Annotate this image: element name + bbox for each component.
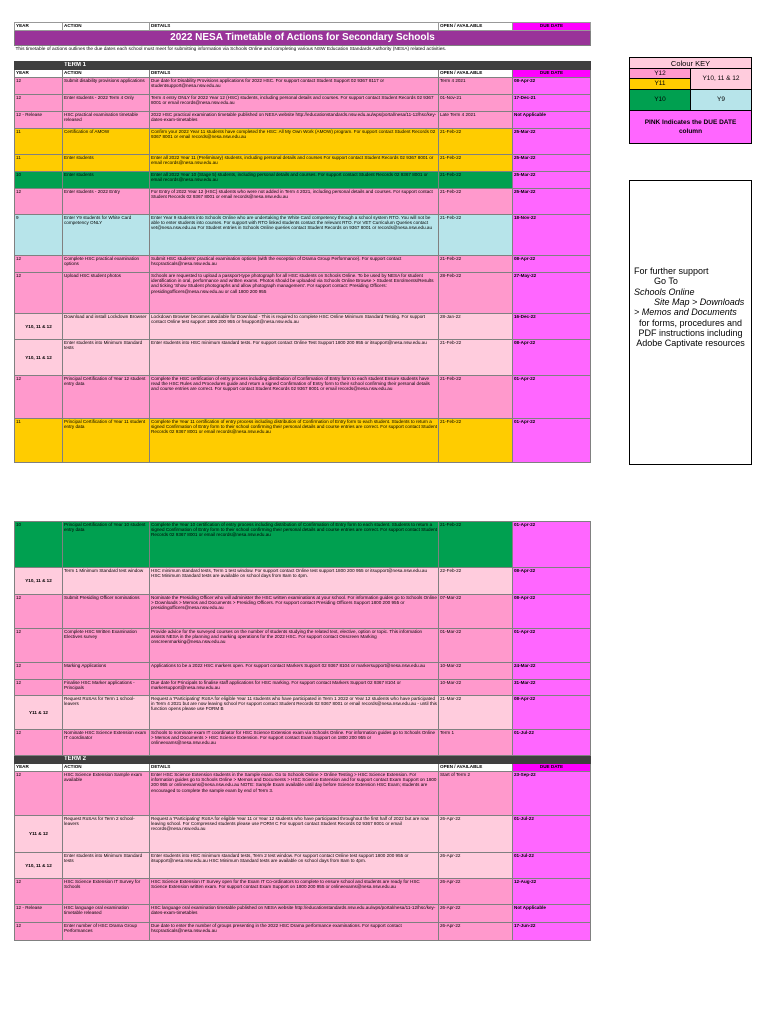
row-details: 2022 HSC practical examination timetable published on NESA website http://educationstandards.nsw.edu.au/wps/portal/nesa/11-12/hsc/key-dates-exam-timetables (150, 112, 439, 129)
row-due: 08-Apr-22 (513, 78, 591, 95)
row-details: HSC Science Extension IT Survey open for the Exam IT Co-ordinators to complete to ensure school and students are ready for HSC Science Extension written exam. For support contact Exam Support on 1800 200 955 or onlineexams@nesa.nsw.edu.au (150, 879, 439, 905)
row-action: Request RoSAs for Term 2 school-leavers (63, 816, 150, 853)
support-line-5: > Memos and Documents (634, 307, 737, 318)
support-line-1: For further support (634, 266, 709, 276)
row-year: 12 (15, 273, 63, 314)
table-row (15, 816, 591, 853)
table-row (15, 95, 591, 112)
row-open: 26-Apr-22 (439, 853, 513, 879)
table-row (15, 112, 591, 129)
row-due: 08-Apr-22 (513, 568, 591, 595)
row-details: Lockdown Browser becomes available for Download - This is required to complete HSC Online Minimum Standard Testing. For support contact Online test support 1800 200 955 or hsupport@nesa.nsw.edu.au (150, 314, 439, 340)
term2-header-row (15, 764, 591, 772)
page-title: 2022 NESA Timetable of Actions for Secondary Schools (15, 31, 591, 46)
row-due: 01-Jul-22 (513, 853, 591, 879)
key-y9: Y9 (691, 90, 751, 110)
row-due: 25-Mar-22 (513, 155, 591, 172)
row-open: 21-Feb-22 (439, 189, 513, 215)
row-due: 01-Apr-22 (513, 419, 591, 463)
row-year: Y11 & 12 (15, 696, 63, 730)
table-row (15, 522, 591, 568)
row-action: Complete HSC Written Examination Electives survey (63, 629, 150, 663)
header-action: ACTION (63, 764, 150, 772)
key-pink-note: PINK Indicates the DUE DATE column (630, 111, 751, 143)
header-details: DETAILS (150, 70, 439, 78)
row-open: 01-Nov-21 (439, 95, 513, 112)
row-year: 10 (15, 172, 63, 189)
colour-key-title: Colour KEY (630, 58, 751, 69)
table-row (15, 772, 591, 816)
row-details: Applications to be a 2022 HSC markers open. For support contact Markers Support 02 9367 8104 or markersupport@nesa.nsw.edu.au (150, 663, 439, 680)
row-open: 21-Feb-22 (439, 256, 513, 273)
table-row (15, 376, 591, 419)
header-open: OPEN / AVAILABLE (439, 23, 513, 31)
header-action: ACTION (63, 23, 150, 31)
row-due: 25-Mar-22 (513, 129, 591, 155)
table-row (15, 595, 591, 629)
row-open: 21-Feb-22 (439, 376, 513, 419)
row-details: Nominate the Presiding Officer who will administer the HSC written examinations at your school. For information guides go to Schools Online > Downloads > Memos and Documents > Presiding Officers. For support contact Presiding Officers Support 1800 200 955 or presidingofficers@nesa.nsw.edu.au (150, 595, 439, 629)
row-year: 12 (15, 189, 63, 215)
support-box (629, 180, 752, 465)
row-year: 12 (15, 772, 63, 816)
header-year: YEAR (15, 23, 63, 31)
row-due: 08-Apr-22 (513, 256, 591, 273)
row-open: Start of Term 2 (439, 772, 513, 816)
row-open: 21-Feb-22 (439, 340, 513, 376)
column-header-row (15, 23, 591, 31)
row-action: Enter Y9 students for White Card competency ONLY (63, 215, 150, 256)
support-line-2: Go To (654, 276, 678, 287)
row-due: 08-Apr-22 (513, 696, 591, 730)
row-due: Not Applicable (513, 112, 591, 129)
term2-bar (15, 756, 591, 764)
row-open: 07-Mar-22 (439, 595, 513, 629)
table-row (15, 215, 591, 256)
row-details: Request a 'Participating' RoSA for eligible Year 11 or Year 12 students who have participated throughout the first half of 2022 but are now leaving school. For Compressed students please use FORM C For support contact Student Records 02 9367 8001 or email records@nesa.nsw.edu.au (150, 816, 439, 853)
row-year: 12 (15, 663, 63, 680)
row-details: Complete the HSC certification of entry process including distribution of Confirmation of Entry form to each student Ensure students have read the HSC Rules and Procedures guide and return a signed Confirmation of Entry form to their school confirming their personal details and course entries are correct. For support contact Student Records 02 9367 8001 or email records@nesa.nsw.edu.au (150, 376, 439, 419)
row-open: 10-Mar-22 (439, 680, 513, 696)
row-open: 21-Feb-22 (439, 419, 513, 463)
row-action: Enter number of HSC Drama Group Performances (63, 923, 150, 941)
row-due: 23-Sep-22 (513, 772, 591, 816)
row-year: 12 (15, 256, 63, 273)
key-y12: Y12 (630, 69, 690, 79)
row-year: 10 (15, 522, 63, 568)
header-due: DUE DATE (513, 70, 591, 78)
page-break-gap (14, 463, 590, 521)
row-year: 12 (15, 95, 63, 112)
row-action: Enter students into Minimum Standard tests (63, 853, 150, 879)
row-due: 01-Apr-22 (513, 522, 591, 568)
row-open: 26-Apr-22 (439, 923, 513, 941)
row-due: 17-Dec-21 (513, 95, 591, 112)
row-year: 12 - Release (15, 112, 63, 129)
timetable-table-top (14, 22, 591, 463)
header-due: DUE DATE (513, 23, 591, 31)
row-action: Download and install Lockdown Browser (63, 314, 150, 340)
row-details: Enter all 2022 Year 11 (Preliminary) students, including personal details and courses For support contact Student Records 02 9367 8001 or email records@nesa.nsw.edu.au (150, 155, 439, 172)
row-action: Enter students - 2022 Term 4 Only (63, 95, 150, 112)
table-row (15, 314, 591, 340)
row-details: Schools to nominate exam IT coordinator for HSC Science Extension exam via Schools Online. For information guides go to Schools Online > Memos and Documents > HSC Science Extension. For support contact Exam Support on 1800 200 955 or onlineexams@nesa.nsw.edu.au (150, 730, 439, 756)
row-due: 12-Aug-22 (513, 879, 591, 905)
row-year: Y10, 11 & 12 (15, 340, 63, 376)
row-details: Complete the Year 11 certification of entry process including distribution of Confirmation of Entry form to each student. Students to return a signed Confirmation of Entry form to their school confirming their personal details and course entries are correct. For support contact Student Records 02 9367 8001 or email records@nesa.nsw.edu.au (150, 419, 439, 463)
row-open: 21-Feb-22 (439, 129, 513, 155)
row-due: Not Applicable (513, 905, 591, 923)
row-action: Principal Certification of Year 11 student entry data (63, 419, 150, 463)
row-open: 22-Feb-22 (439, 568, 513, 595)
table-row (15, 663, 591, 680)
title-row (15, 31, 591, 46)
row-open: 26-Apr-22 (439, 905, 513, 923)
row-year: 11 (15, 155, 63, 172)
row-details: Submit HSC students' practical examination options (with the exception of Drama Group Performance). For support contact hscpracticals@nesa.nsw.edu.au (150, 256, 439, 273)
row-details: Due date for Disability Provisions applications for 2022 HSC. For support contact Student Support 02 9367 8117 or studentsupport@nesa.nsw.edu.au (150, 78, 439, 95)
row-action: Certification of AMOW (63, 129, 150, 155)
row-open: 28-Feb-22 (439, 273, 513, 314)
table-row (15, 680, 591, 696)
row-action: Term 1 Minimum Standard test window (63, 568, 150, 595)
row-action: Principal Certification of Year 10 student entry data (63, 522, 150, 568)
header-year: YEAR (15, 764, 63, 772)
header-open: OPEN / AVAILABLE (439, 764, 513, 772)
row-details: Request a 'Participating' RoSA for eligible Year 11 students who have participated in Term 1 2022 or Year 12 students who have participated in Term 4 2021 but are now leaving school For support contact Student Records 02 9367 8001 or email records@nesa.nsw.edu.au - until this function opens please use FORM B (150, 696, 439, 730)
row-year: 12 (15, 730, 63, 756)
row-due: 01-Jul-22 (513, 816, 591, 853)
row-details: HSC language oral examination timetable published on NESA website http://educationstandards.nsw.edu.au/wps/portal/nesa/11-12/hsc/key-dates-exam-timetables (150, 905, 439, 923)
timetable-sheet (14, 22, 590, 941)
table-row (15, 419, 591, 463)
row-details: For Entry of 2022 Year 12 (HSC) students who were not added in Term 4 2021, including personal details and courses. For support contact Student Records 02 9367 8001 or email records@nesa.nsw.edu.au (150, 189, 439, 215)
table-row (15, 730, 591, 756)
row-open: Term 4 2021 (439, 78, 513, 95)
colour-key (629, 57, 752, 144)
row-action: Nominate HSC Science Extension exam IT coordinator (63, 730, 150, 756)
table-row (15, 923, 591, 941)
row-details: Provide advice for the surveyed courses on the number of students studying the related text, elective, option or topic. This information assists NESA in the planning and marking operations for the 2022 HSC. For support contact Onscreen Marking onscreenmarking@nesa.nsw.edu.au (150, 629, 439, 663)
row-open: 21-Feb-22 (439, 215, 513, 256)
row-action: HSC language oral examination timetable released (63, 905, 150, 923)
table-row (15, 172, 591, 189)
row-open: 26-Apr-22 (439, 816, 513, 853)
row-details: Term 4 entry ONLY for 2022 Year 12 (HSC) students, including personal details and courses. For support contact Student Records 02 9367 8001 or email records@nesa.nsw.edu.au (150, 95, 439, 112)
row-year: 12 (15, 680, 63, 696)
row-year: Y10, 11 & 12 (15, 314, 63, 340)
row-year: 12 (15, 629, 63, 663)
row-details: HSC minimum standard tests, Term 1 test window. For support contact Online test support 1800 200 955 or itsupport@nesa.nsw.edu.au HSC Minimum Standard tests are available on school days from 8am to 4pm. (150, 568, 439, 595)
term1-bar (15, 62, 591, 70)
row-year: Y10, 11 & 12 (15, 853, 63, 879)
table-row (15, 155, 591, 172)
row-details: Enter Year 9 students into Schools Online who are undertaking the White Card competency through a school system RTO. You will not be able to enter students into courses. For support with RTO linked students contact the relevant RTO. For VET Curriculum Queries contact vet@nesa.nsw.edu.au For Student entries in Schools Online queries contact Student Records on 9367 8001 or records@nesa.nsw.edu.au (150, 215, 439, 256)
row-year: 12 (15, 595, 63, 629)
row-open: 01-Mar-22 (439, 629, 513, 663)
header-action: ACTION (63, 70, 150, 78)
row-details: Due date for Principals to finalise staff applications for HSC marking. For support contact Markers Support 02 9367 8104 or markersupport@nesa.nsw.edu.au (150, 680, 439, 696)
row-year: 12 (15, 879, 63, 905)
table-row (15, 853, 591, 879)
row-action: Upload HSC student photos (63, 273, 150, 314)
header-due: DUE DATE (513, 764, 591, 772)
header-open: OPEN / AVAILABLE (439, 70, 513, 78)
header-details: DETAILS (150, 23, 439, 31)
row-year: 11 (15, 129, 63, 155)
table-row (15, 273, 591, 314)
support-line-4: Site Map > Downloads (654, 297, 745, 308)
row-details: Confirm your 2022 Year 11 students have completed the HSC: All My Own Work (AMOW) program. For support contact Student Records 02 9367 8001 or email records@nesa.nsw.edu.au (150, 129, 439, 155)
row-year: 12 (15, 78, 63, 95)
table-row (15, 905, 591, 923)
row-due: 25-Mar-22 (513, 172, 591, 189)
row-action: Enter students into Minimum Standard tests (63, 340, 150, 376)
row-due: 01-Apr-22 (513, 629, 591, 663)
intro-row (15, 46, 591, 62)
term2-label: TERM 2 (63, 756, 591, 764)
row-due: 01-Jul-22 (513, 730, 591, 756)
row-due: 08-Apr-22 (513, 595, 591, 629)
row-details: Enter HSC Science Extension students in the Sample exam. Go to Schools Online > Online Testing > HSC Science Extension. For information guides go to Schools Online > Memos and Documents > HSC Science Extension and for support contact Exam Support on 1800 200 955 or onlineexams@nesa.nsw.edu.au NOTE: Sample Exam available until day before Science Extension HSC Exam; students are encouraged to complete the sample exam by end of Term 3. (150, 772, 439, 816)
row-open: Late Term 4 2021 (439, 112, 513, 129)
row-action: Finalise HSC Marker applications - Principals (63, 680, 150, 696)
row-open: 21-Feb-22 (439, 155, 513, 172)
header-year: YEAR (15, 70, 63, 78)
row-action: Principal Certification of Year 12 student entry data (63, 376, 150, 419)
row-open: 28-Jan-22 (439, 314, 513, 340)
row-open: Term 1 (439, 730, 513, 756)
row-year: 12 (15, 923, 63, 941)
table-row (15, 568, 591, 595)
intro-text: This timetable of actions outlines the due dates each school must meet for submitting information via Schools Online and completing various NSW Education Standards Authority (NESA) related activities. (15, 47, 447, 52)
row-action: Enter students (63, 172, 150, 189)
row-action: HSC Science Extension IT Survey for Schools (63, 879, 150, 905)
row-details: Due date to enter the number of groups presenting in the 2022 HSC Drama performance examinations. For support contact hscpracticals@nesa.nsw.edu.au (150, 923, 439, 941)
row-open: 21-Mar-22 (439, 696, 513, 730)
row-year: 12 - Release (15, 905, 63, 923)
support-line-3: Schools Online (634, 286, 695, 297)
row-action: HSC Science Extension Sample exam available (63, 772, 150, 816)
row-action: HSC practical examination timetable released (63, 112, 150, 129)
row-action: Enter students (63, 155, 150, 172)
row-open: 21-Feb-22 (439, 172, 513, 189)
row-open: 26-Apr-22 (439, 879, 513, 905)
table-row (15, 629, 591, 663)
row-action: Submit Presiding Officer nominations (63, 595, 150, 629)
term1-header-row (15, 70, 591, 78)
row-due: 24-Mar-22 (513, 663, 591, 680)
row-details: Schools are requested to upload a passport-type photograph for all HSC students on Schools Online. To be used by NESA for student identification in oral, performance and written exams. Photos should be uploaded via Schools Online Browse > Student Enrolments/Results and ticking 'Show Student photographs and allow photograph management'. For support contact: Presiding Officers: presidingofficers@nesa.nsw.edu.au or call 1800 200 955 (150, 273, 439, 314)
table-row (15, 696, 591, 730)
row-action: Submit disability provisions applications (63, 78, 150, 95)
header-details: DETAILS (150, 764, 439, 772)
row-details: Enter students into HSC minimum standard tests. For support contact Online Test Support 1800 200 955 or itsupport@nesa.nsw.edu.au (150, 340, 439, 376)
row-action: Marking Applications (63, 663, 150, 680)
row-action: Complete HSC practical examination options (63, 256, 150, 273)
row-due: 25-Mar-22 (513, 189, 591, 215)
table-row (15, 256, 591, 273)
term1-label: TERM 1 (63, 62, 591, 70)
row-year: Y10, 11 & 12 (15, 568, 63, 595)
row-due: 16-Dec-22 (513, 314, 591, 340)
row-year: 9 (15, 215, 63, 256)
row-year: 11 (15, 419, 63, 463)
row-due: 18-Nov-22 (513, 215, 591, 256)
row-due: 27-May-22 (513, 273, 591, 314)
table-row (15, 189, 591, 215)
table-row (15, 879, 591, 905)
row-due: 08-Apr-22 (513, 340, 591, 376)
row-details: Enter students into HSC minimum standard tests, Term 2 test window. For support contact Online test support 1800 200 955 or itsupport@nesa.nsw.edu.au HSC Minimum Standard tests are available on school days from 8am to 4pm. (150, 853, 439, 879)
timetable-table-bottom (14, 521, 591, 941)
row-action: Enter students - 2022 Entry (63, 189, 150, 215)
row-due: 17-Jun-22 (513, 923, 591, 941)
table-row (15, 78, 591, 95)
table-row (15, 129, 591, 155)
key-y10: Y10 (630, 90, 691, 110)
row-year: 12 (15, 376, 63, 419)
row-due: 31-Mar-22 (513, 680, 591, 696)
row-open: 10-Mar-22 (439, 663, 513, 680)
key-y10-11-12: Y10, 11 & 12 (691, 69, 751, 89)
row-details: Enter all 2022 Year 10 (Stage 5) students, including personal details and courses. For support contact Student Records 02 9367 8001 or email records@nesa.nsw.edu.au (150, 172, 439, 189)
row-year: Y11 & 12 (15, 816, 63, 853)
row-details: Complete the Year 10 certification of entry process including distribution of Confirmation of Entry form to each student. Students to return a signed Confirmation of Entry form to their school confirming their personal details and course entries are correct. For support contact Student Records 02 9367 8001 or email records@nesa.nsw.edu.au (150, 522, 439, 568)
key-y11: Y11 (630, 79, 690, 89)
row-open: 21-Feb-22 (439, 522, 513, 568)
table-row (15, 340, 591, 376)
support-line-6: for forms, procedures and PDF instructions including Adobe Captivate resources (636, 317, 745, 349)
row-action: Request RoSAs for Term 1 school-leavers (63, 696, 150, 730)
row-due: 01-Apr-22 (513, 376, 591, 419)
